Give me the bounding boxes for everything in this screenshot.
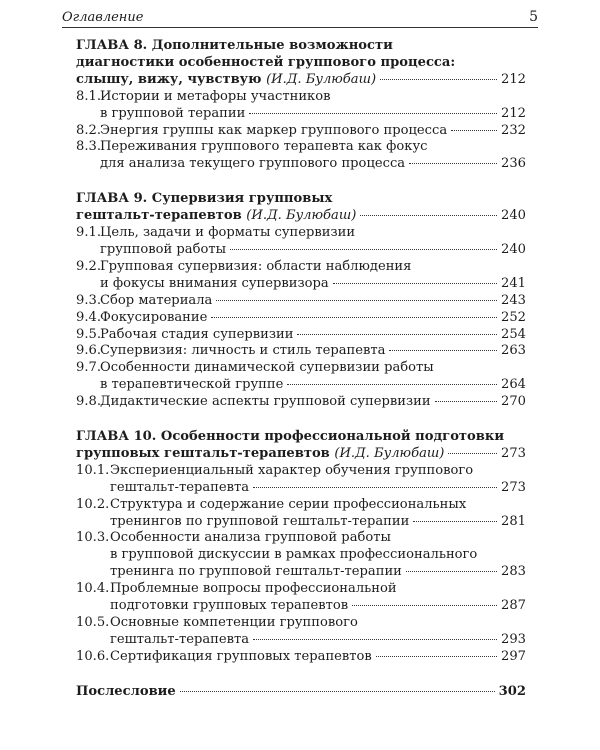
toc-entry-10-3[interactable]: 10.3.Особенности анализа групповой работы bbox=[76, 530, 391, 546]
toc-entry-8-2[interactable]: 8.2.Энергия группы как маркер группового процесса 232 bbox=[76, 122, 526, 138]
toc-entry-8-1-cont[interactable]: в групповой терапии 212 bbox=[100, 105, 526, 121]
chapter-8-title-line-1[interactable]: ГЛАВА 8. Дополнительные возможности bbox=[76, 38, 393, 53]
chapter-9-title-line-1[interactable]: ГЛАВА 9. Супервизия групповых bbox=[76, 191, 333, 207]
toc-entry-10-5[interactable]: 10.5.Основные компетенции группового bbox=[76, 615, 358, 630]
chapter-10 bbox=[76, 429, 526, 666]
toc-entry-10-2[interactable]: 10.2.Структура и содержание серии профессиональных bbox=[76, 496, 467, 512]
toc-entry-8-3-cont[interactable]: для анализа текущего группового процесса 236 bbox=[100, 156, 526, 172]
table-of-contents bbox=[76, 38, 526, 701]
running-header bbox=[62, 6, 538, 28]
afterword-entry[interactable]: Послесловие 302 bbox=[76, 683, 526, 699]
toc-entry-10-1-cont[interactable]: гештальт-терапевта 273 bbox=[110, 479, 526, 495]
toc-entry-10-4[interactable]: 10.4.Проблемные вопросы профессиональной bbox=[76, 581, 397, 597]
toc-entry-9-2[interactable]: 9.2.Групповая супервизия: области наблюдения bbox=[76, 258, 412, 274]
toc-entry-9-7-cont[interactable]: в терапевтической группе 264 bbox=[100, 377, 526, 393]
toc-entry-10-3-cont-1[interactable]: в групповой дискуссии в рамках профессионального bbox=[110, 547, 478, 563]
toc-entry-8-3[interactable]: 8.3.Переживания группового терапевта как фокус bbox=[76, 139, 428, 155]
toc-entry-10-5-cont[interactable]: гештальт-терапевта 293 bbox=[110, 631, 526, 647]
dot-leader bbox=[380, 79, 497, 80]
afterword-page: 302 bbox=[498, 683, 526, 699]
chapter-10-title-line-1[interactable]: ГЛАВА 10. Особенности профессиональной подготовки bbox=[76, 429, 505, 445]
toc-entry-9-1-cont[interactable]: групповой работы 240 bbox=[100, 241, 526, 257]
toc-entry-9-3[interactable]: 9.3.Сбор материала 243 bbox=[76, 292, 526, 308]
chapter-8 bbox=[76, 38, 526, 173]
toc-entry-10-1[interactable]: 10.1.Экспериенциальный характер обучения группового bbox=[76, 462, 474, 478]
toc-entry-9-5[interactable]: 9.5.Рабочая стадия супервизии 254 bbox=[76, 326, 526, 342]
header-divider bbox=[62, 27, 538, 28]
chapter-8-title-line-3[interactable]: слышу, вижу, чувствую (И.Д. Булюбаш) 212 bbox=[76, 71, 526, 87]
toc-entry-9-8[interactable]: 9.8.Дидактические аспекты групповой супервизии 270 bbox=[76, 394, 526, 410]
chapter-10-page: 273 bbox=[501, 445, 526, 461]
chapter-9-author: (И.Д. Булюбаш) bbox=[246, 208, 357, 224]
toc-entry-9-6[interactable]: 9.6.Супервизия: личность и стиль терапевта 263 bbox=[76, 343, 526, 359]
toc-entry-9-1[interactable]: 9.1.Цель, задачи и форматы супервизии bbox=[76, 225, 356, 241]
chapter-9 bbox=[76, 191, 526, 411]
page-number: 5 bbox=[529, 9, 538, 25]
chapter-8-title-line-2[interactable]: диагностики особенностей группового процесса: bbox=[76, 54, 456, 70]
toc-entry-10-6[interactable]: 10.6.Сертификация групповых терапевтов 297 bbox=[76, 648, 526, 664]
chapter-9-page: 240 bbox=[501, 208, 526, 224]
toc-entry-9-4[interactable]: 9.4.Фокусирование 252 bbox=[76, 309, 526, 325]
chapter-8-page: 212 bbox=[501, 71, 526, 87]
toc-entry-10-2-cont[interactable]: тренингов по групповой гештальт-терапии 281 bbox=[110, 513, 526, 529]
toc-entry-9-7[interactable]: 9.7.Особенности динамической супервизии работы bbox=[76, 360, 434, 376]
chapter-10-title-line-2[interactable]: групповых гештальт-терапевтов (И.Д. Булюбаш) 273 bbox=[76, 445, 526, 461]
chapter-10-author: (И.Д. Булюбаш) bbox=[334, 445, 445, 461]
toc-entry-9-2-cont[interactable]: и фокусы внимания супервизора 241 bbox=[100, 275, 526, 291]
chapter-9-title-line-2[interactable]: гештальт-терапевтов (И.Д. Булюбаш) 240 bbox=[76, 208, 526, 224]
running-header-title: Оглавление bbox=[62, 10, 144, 25]
toc-entry-8-1[interactable]: 8.1.Истории и метафоры участников bbox=[76, 88, 331, 104]
chapter-8-author: (И.Д. Булюбаш) bbox=[266, 71, 377, 87]
toc-entry-10-3-cont-2[interactable]: тренинга по групповой гештальт-терапии 283 bbox=[110, 564, 526, 580]
toc-entry-10-4-cont[interactable]: подготовки групповых терапевтов 287 bbox=[110, 598, 526, 614]
